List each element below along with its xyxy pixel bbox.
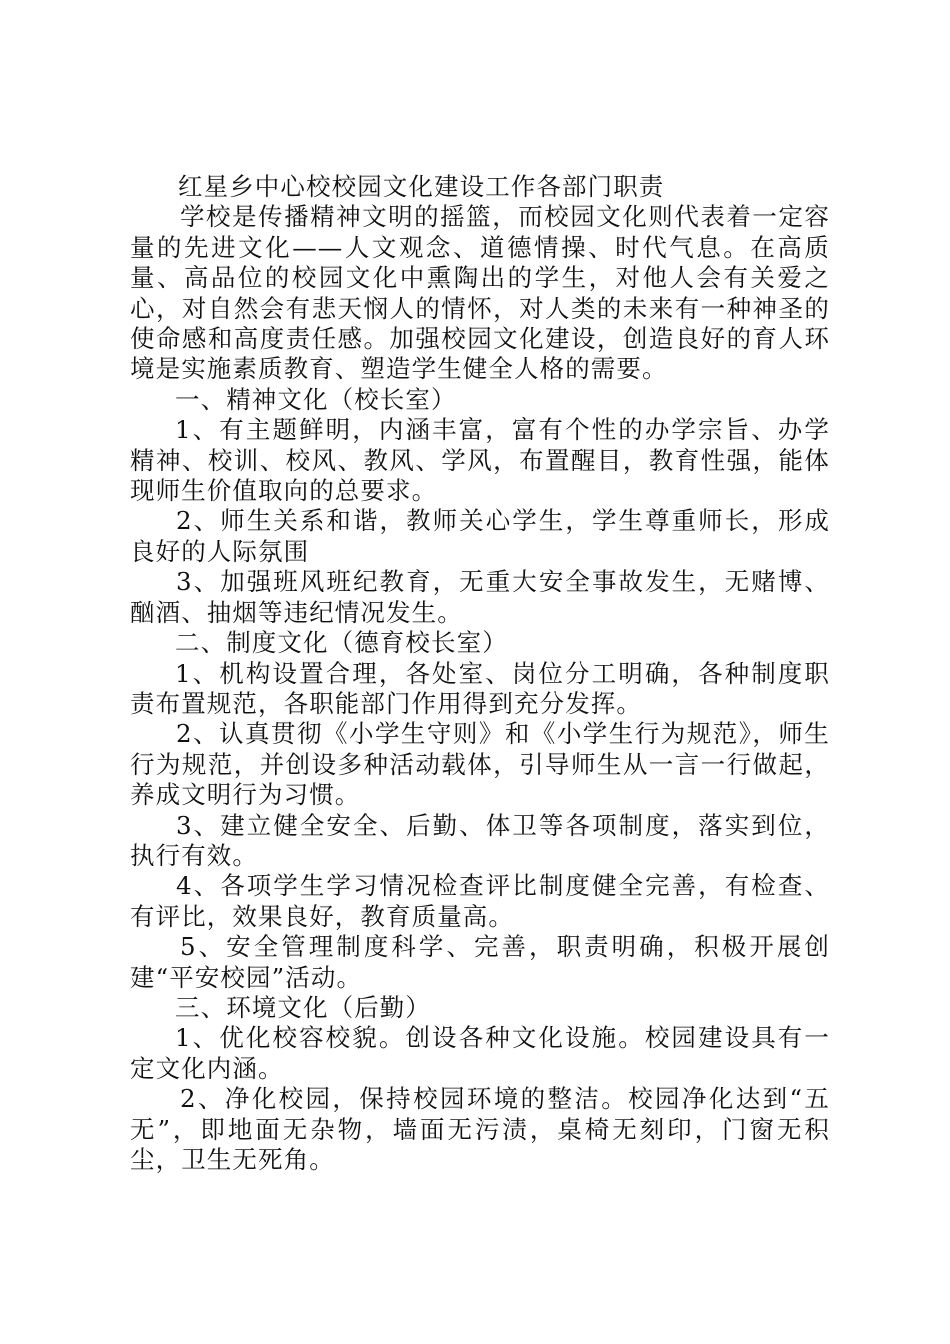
section-2-item-3: 3、建立健全安全、后勤、体卫等各项制度，落实到位，执行有效。 (130, 810, 830, 870)
section-1-item-1: 1、有主题鲜明，内涵丰富，富有个性的办学宗旨、办学精神、校训、校风、教风、学风，布置醒目，教育性强，能体现师生价值取向的总要求。 (130, 415, 830, 506)
section-heading-spiritual: 一、精神文化（校长室） (175, 384, 457, 414)
document-title: 红星乡中心校校园文化建设工作各部门职责 (178, 172, 665, 201)
section-2-item-1: 1、机构设置合理，各处室、岗位分工明确，各种制度职责布置规范，各职能部门作用得到充分发挥。 (130, 658, 830, 718)
section-2-item-4: 4、各项学生学习情况检查评比制度健全完善，有检查、有评比，效果良好，教育质量高。 (130, 871, 830, 931)
section-2-item-5: 5、安全管理制度科学、完善，职责明确，积极开展创建“平安校园”活动。 (130, 932, 830, 992)
section-1-item-3: 3、加强班风班纪教育，无重大安全事故发生，无赌博、酗酒、抽烟等违纪情况发生。 (130, 567, 830, 627)
section-heading-environment: 三、环境文化（后勤） (175, 992, 431, 1022)
section-1-item-2: 2、师生关系和谐，教师关心学生，学生尊重师长，形成良好的人际氛围 (130, 506, 830, 566)
section-3-item-1: 1、优化校容校貌。创设各种文化设施。校园建设具有一定文化内涵。 (130, 1023, 830, 1083)
section-3-item-2: 2、净化校园，保持校园环境的整洁。校园净化达到“五无”，即地面无杂物，墙面无污渍，桌椅无刻印，门窗无积尘，卫生无死角。 (130, 1084, 830, 1174)
document-body (130, 172, 830, 1175)
section-2-item-2: 2、认真贯彻《小学生守则》和《小学生行为规范》，师生行为规范，并创设多种活动载体，引导师生从一言一行做起，养成文明行为习惯。 (130, 719, 830, 810)
intro-paragraph: 学校是传播精神文明的摇篮，而校园文化则代表着一定容量的先进文化——人文观念、道德情操、时代气息。在高质量、高品位的校园文化中熏陶出的学生，对他人会有关爱之心，对自然会有悲天悯人的情怀，对人类的未来有一种神圣的使命感和高度责任感。加强校园文化建设，创造良好的育人环境是实施素质教育、塑造学生健全人格的需要。 (130, 202, 830, 384)
section-heading-institutional: 二、制度文化（德育校长室） (175, 628, 508, 658)
